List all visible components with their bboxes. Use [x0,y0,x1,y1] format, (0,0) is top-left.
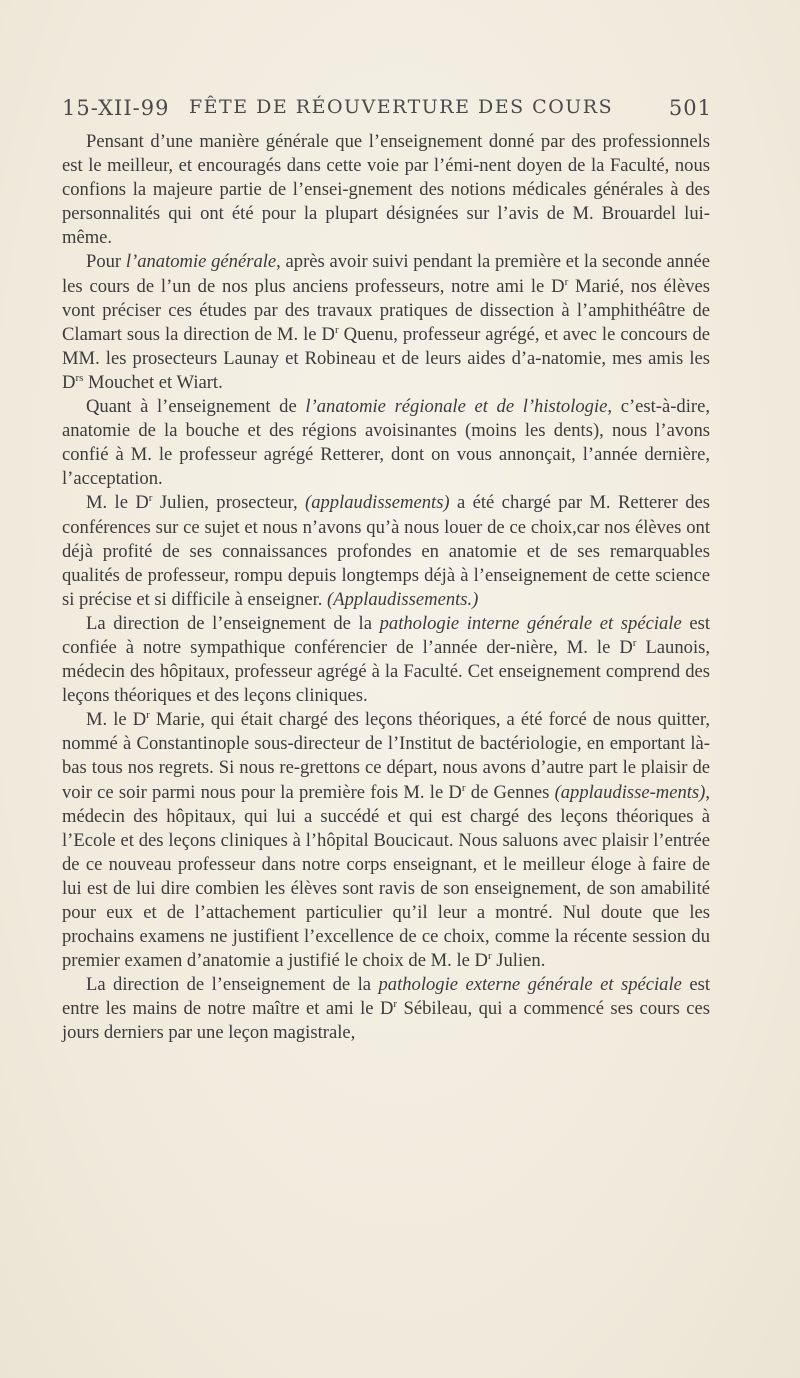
paragraph [62,395,710,491]
text-run: Pour [86,251,126,273]
text-run: M. le D [86,492,149,514]
text-run: Sébileau, qui a commencé ses cours ces jours derniers par une leçon magistrale, [62,998,710,1044]
text-run: La direction de l’enseignement de la [86,612,380,634]
superscript: r [148,492,153,505]
superscript: r [393,998,398,1011]
paragraph [62,130,710,250]
text-run: a été chargé par M. Retterer des conférences sur ce sujet et nous n’avons qu’à nous louer de ce choix,car nos élèves ont déjà profité de ses connaissances profondes en anatomie et de ses remarquables qualités de professeur, rompu depuis longtemps déjà à l’enseignement de cette science si précise et si difficile à enseigner. [62,492,710,610]
paragraph [62,250,710,395]
text-run: Marié, nos élèves vont préciser ces études par des travaux pratiques de dissection à l’amphithéâtre de Clamart sous la direction de M. le D [62,275,710,345]
paragraph [62,708,710,973]
italic-run: (applaudissements) [305,492,450,514]
text-run: M. le D [86,709,147,731]
running-head [62,96,712,126]
italic-run: pathologie externe générale et spéciale [378,974,682,996]
text-run: , c’est-à-dire, anatomie de la bouche et des régions avoisinantes (moins les dents), nous l’avons confié à M. le professeur agrégé Retterer, dont on vous annonçait, l’année dernière, l’acceptation. [62,396,710,490]
superscript: r [487,950,492,962]
paragraph [62,612,710,708]
text-run: Quenu, professeur agrégé, et avec le concours de MM. les prosecteurs Launay et Robineau et de leurs aides d’a-natomie, mes amis les D [62,323,710,393]
text-run: de Gennes [465,781,555,803]
header-date: 15-XII-99 [62,96,170,120]
superscript: r [461,781,466,794]
paragraph [62,973,710,1045]
text-run: est entre les mains de notre maître et ami le D [62,974,710,1020]
text-run: Launois, médecin des hôpitaux, professeur agrégé à la Faculté. Cet enseignement comprend des leçons théoriques et des leçons cliniques. [62,636,710,707]
superscript: rs [75,371,84,384]
superscript: r [564,275,569,288]
italic-run: l’anatomie générale [125,251,277,273]
italic-run: l’anatomie régionale et de l’histologie [305,396,608,418]
text-run: , après avoir suivi pendant la première et la seconde année les cours de l’un de nos plus anciens professeurs, notre ami le D [62,251,710,297]
italic-run: (Applaudissements.) [327,588,479,610]
body-text [62,130,710,1046]
superscript: r [632,636,637,649]
text-run: Julien, prosecteur, [152,492,306,514]
text-run: Marie, qui était chargé des leçons théoriques, a été forcé de nous quitter, nommé à Constantinople sous-directeur de l’Institut de bactériologie, en emportant là-bas tous nos regrets. Si nous re-grettons ce départ, nous avons d’autre part le plaisir de voir ce soir parmi nous pour la première fois M. le D [62,709,711,803]
text-run: est confiée à notre sympathique conférencier de l’année der-nière, M. le D [62,612,710,658]
text-run: Pensant d’une manière générale que l’enseignement donné par des professionnels est le meilleur, et encouragés dans cette voie par l’émi-nent doyen de la Faculté, nous confions la majeure partie de l’ensei-gnement des notions médicales générales à des personnalités qui ont été pour la plupart désignées sur l’avis de M. Brouardel lui-même. [62,131,710,249]
italic-run: pathologie interne générale et spéciale [379,612,682,634]
superscript: r [146,709,150,722]
text-run: La direction de l’enseignement de la [86,974,379,996]
italic-run: (applaudisse-ments) [554,781,706,803]
text-run: Mouchet et Wiart. [83,371,223,393]
header-title: FÊTE DE RÉOUVERTURE DES COURS [189,96,614,118]
page-number: 501 [668,96,712,120]
text-run: Quant à l’enseignement de [86,396,306,418]
superscript: r [334,323,339,336]
text-run: Julien. [491,950,546,972]
text-run: , médecin des hôpitaux, qui lui a succédé et qui est chargé des leçons théoriques à l’Ecole et des leçons cliniques à l’hôpital Boucicaut. Nous saluons avec plaisir l’entrée de ce nouveau professeur dans notre corps enseignant, et le meilleur éloge à faire de lui est de lui dire combien les élèves sont ravis de son enseignement, de son amabilité pour eux et de l’attachement particulier qu’il leur a montré. Nul doute que les prochains examens ne justifient l’excellence de ce choix, comme la récente session du premier examen d’anatomie a justifié le choix de M. le D [62,781,711,972]
paragraph [62,491,710,611]
